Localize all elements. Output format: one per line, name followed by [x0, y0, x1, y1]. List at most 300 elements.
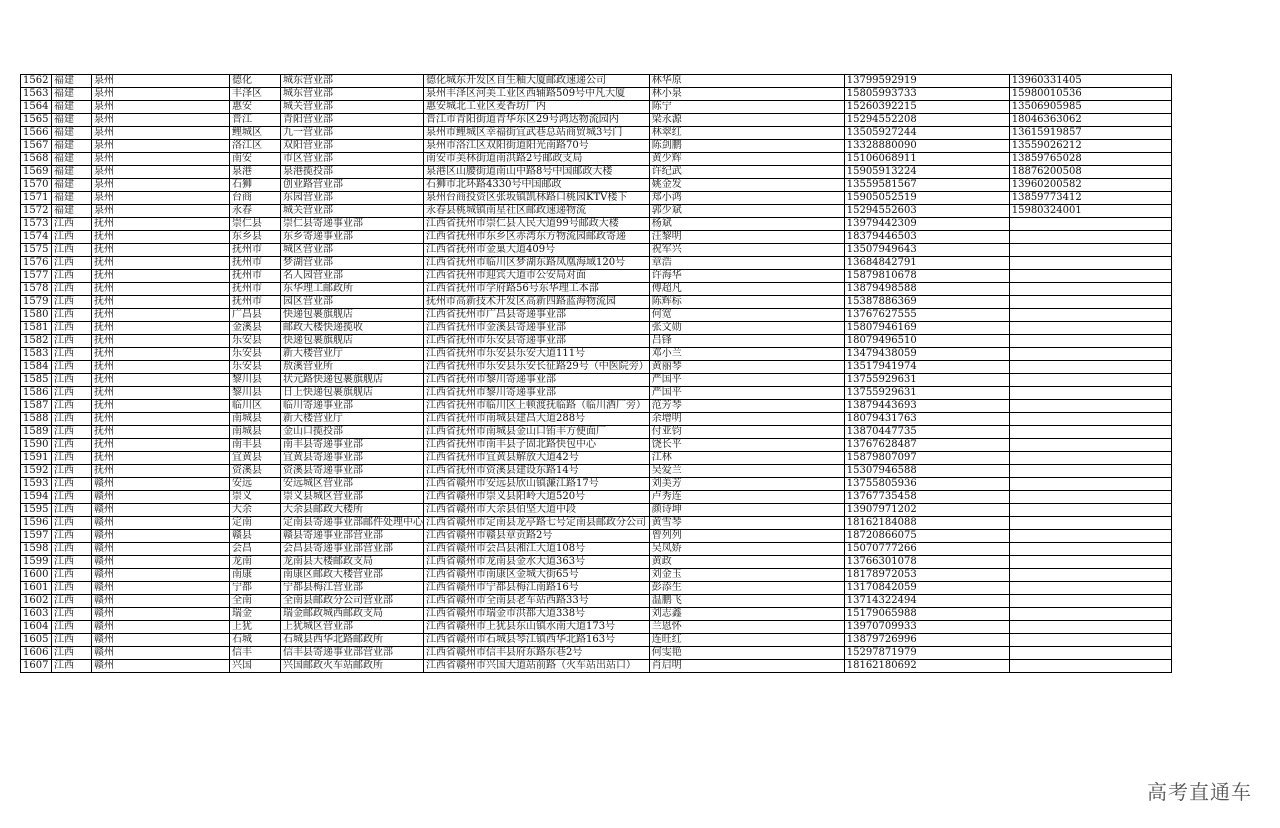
row-number-cell: 1587 — [21, 400, 52, 413]
address-cell: 江西省赣州市赣县章贡路2号 — [424, 530, 650, 543]
contact-person-cell: 黄丽琴 — [649, 361, 844, 374]
phone-cell: 13714322494 — [844, 595, 1009, 608]
province-cell: 江西 — [52, 608, 92, 621]
branch-name-cell: 城关营业部 — [281, 205, 424, 218]
city-cell: 泉州 — [92, 166, 230, 179]
address-cell: 江西省抚州市黎川寄递事业部 — [424, 374, 650, 387]
county-cell: 资溪县 — [230, 465, 281, 478]
table-row — [21, 647, 1172, 660]
contact-person-cell: 林翠红 — [649, 127, 844, 140]
branch-name-cell: 青阳营业部 — [281, 114, 424, 127]
table-row — [21, 75, 1172, 88]
contact-person-cell: 刘金玉 — [649, 569, 844, 582]
phone-cell: 13970709933 — [844, 621, 1009, 634]
table-row — [21, 530, 1172, 543]
county-cell: 台商 — [230, 192, 281, 205]
province-cell: 福建 — [52, 101, 92, 114]
table-row — [21, 491, 1172, 504]
county-cell: 南康 — [230, 569, 281, 582]
city-cell: 泉州 — [92, 127, 230, 140]
alt-phone-cell — [1009, 621, 1171, 634]
province-cell: 江西 — [52, 660, 92, 673]
phone-cell: 13559581567 — [844, 179, 1009, 192]
address-cell: 江西省赣州市瑞金市洪都大道338号 — [424, 608, 650, 621]
phone-cell: 15260392215 — [844, 101, 1009, 114]
phone-cell: 18079431763 — [844, 413, 1009, 426]
alt-phone-cell — [1009, 270, 1171, 283]
row-number-cell: 1574 — [21, 231, 52, 244]
table-row — [21, 153, 1172, 166]
phone-cell: 15805993733 — [844, 88, 1009, 101]
county-cell: 崇仁县 — [230, 218, 281, 231]
city-cell: 抚州 — [92, 257, 230, 270]
row-number-cell: 1586 — [21, 387, 52, 400]
province-cell: 江西 — [52, 530, 92, 543]
phone-cell: 13979442309 — [844, 218, 1009, 231]
province-cell: 江西 — [52, 283, 92, 296]
alt-phone-cell: 13960200582 — [1009, 179, 1171, 192]
branch-name-cell: 信丰县寄递事业部营业部 — [281, 647, 424, 660]
city-cell: 抚州 — [92, 374, 230, 387]
province-cell: 江西 — [52, 348, 92, 361]
table-row — [21, 205, 1172, 218]
row-number-cell: 1580 — [21, 309, 52, 322]
branch-name-cell: 资溪县寄递事业部 — [281, 465, 424, 478]
contact-person-cell: 陈剑鹏 — [649, 140, 844, 153]
alt-phone-cell — [1009, 504, 1171, 517]
table-row — [21, 322, 1172, 335]
province-cell: 江西 — [52, 634, 92, 647]
county-cell: 石狮 — [230, 179, 281, 192]
address-cell: 江西省抚州市南城县建昌大道288号 — [424, 413, 650, 426]
table-row — [21, 582, 1172, 595]
alt-phone-cell — [1009, 231, 1171, 244]
county-cell: 丰泽区 — [230, 88, 281, 101]
table-row — [21, 556, 1172, 569]
branch-name-cell: 南康区邮政大楼营业部 — [281, 569, 424, 582]
province-cell: 江西 — [52, 478, 92, 491]
contact-person-cell: 严国平 — [649, 374, 844, 387]
phone-cell: 13870447735 — [844, 426, 1009, 439]
city-cell: 抚州 — [92, 218, 230, 231]
table-row — [21, 634, 1172, 647]
county-cell: 惠安 — [230, 101, 281, 114]
county-cell: 龙南 — [230, 556, 281, 569]
province-cell: 福建 — [52, 192, 92, 205]
city-cell: 赣州 — [92, 621, 230, 634]
province-cell: 江西 — [52, 400, 92, 413]
row-number-cell: 1582 — [21, 335, 52, 348]
phone-cell: 13907971202 — [844, 504, 1009, 517]
branch-name-cell: 龙南县大楼邮政支局 — [281, 556, 424, 569]
row-number-cell: 1592 — [21, 465, 52, 478]
province-cell: 福建 — [52, 205, 92, 218]
phone-cell: 13767627555 — [844, 309, 1009, 322]
alt-phone-cell — [1009, 582, 1171, 595]
alt-phone-cell — [1009, 452, 1171, 465]
row-number-cell: 1601 — [21, 582, 52, 595]
table-row — [21, 88, 1172, 101]
contact-person-cell: 刘志鑫 — [649, 608, 844, 621]
address-cell: 江西省抚州市南城县金山口铕丰方便面厂 — [424, 426, 650, 439]
city-cell: 抚州 — [92, 283, 230, 296]
row-number-cell: 1567 — [21, 140, 52, 153]
city-cell: 泉州 — [92, 205, 230, 218]
table-row — [21, 166, 1172, 179]
contact-person-cell: 余增明 — [649, 413, 844, 426]
address-cell: 江西省抚州市资溪县建设东路14号 — [424, 465, 650, 478]
row-number-cell: 1605 — [21, 634, 52, 647]
county-cell: 兴国 — [230, 660, 281, 673]
province-cell: 江西 — [52, 361, 92, 374]
branch-name-cell: 崇仁县寄递事业部 — [281, 218, 424, 231]
alt-phone-cell — [1009, 517, 1171, 530]
alt-phone-cell: 15980324001 — [1009, 205, 1171, 218]
phone-cell: 15294552208 — [844, 114, 1009, 127]
branch-name-cell: 创业路营业部 — [281, 179, 424, 192]
table-row — [21, 517, 1172, 530]
city-cell: 泉州 — [92, 192, 230, 205]
alt-phone-cell: 13859765028 — [1009, 153, 1171, 166]
county-cell: 抚州市 — [230, 283, 281, 296]
city-cell: 赣州 — [92, 569, 230, 582]
city-cell: 泉州 — [92, 114, 230, 127]
address-cell: 晋江市青阳街道青华东区29号鸿达物流园内 — [424, 114, 650, 127]
city-cell: 抚州 — [92, 348, 230, 361]
province-cell: 江西 — [52, 322, 92, 335]
table-row — [21, 296, 1172, 309]
contact-person-cell: 许海华 — [649, 270, 844, 283]
province-cell: 福建 — [52, 127, 92, 140]
phone-cell: 13879443693 — [844, 400, 1009, 413]
table-row — [21, 140, 1172, 153]
city-cell: 赣州 — [92, 504, 230, 517]
row-number-cell: 1598 — [21, 543, 52, 556]
row-number-cell: 1590 — [21, 439, 52, 452]
county-cell: 黎川县 — [230, 374, 281, 387]
phone-cell: 15307946588 — [844, 465, 1009, 478]
address-cell: 抚州市高新技术开发区高新四路蓝海物流园 — [424, 296, 650, 309]
county-cell: 东乡县 — [230, 231, 281, 244]
city-cell: 赣州 — [92, 517, 230, 530]
contact-person-cell: 连旺红 — [649, 634, 844, 647]
province-cell: 江西 — [52, 504, 92, 517]
contact-person-cell: 付亚钧 — [649, 426, 844, 439]
contact-person-cell: 兰恩怀 — [649, 621, 844, 634]
table-row — [21, 595, 1172, 608]
address-cell: 江西省抚州市广昌县寄递事业部 — [424, 309, 650, 322]
address-cell: 江西省赣州市石城县琴江镇西华北路163号 — [424, 634, 650, 647]
province-cell: 江西 — [52, 296, 92, 309]
contact-person-cell: 饶长平 — [649, 439, 844, 452]
row-number-cell: 1604 — [21, 621, 52, 634]
city-cell: 抚州 — [92, 452, 230, 465]
county-cell: 宜黄县 — [230, 452, 281, 465]
alt-phone-cell — [1009, 322, 1171, 335]
row-number-cell: 1577 — [21, 270, 52, 283]
contact-person-cell: 许纪武 — [649, 166, 844, 179]
row-number-cell: 1585 — [21, 374, 52, 387]
row-number-cell: 1607 — [21, 660, 52, 673]
city-cell: 抚州 — [92, 335, 230, 348]
branch-name-cell: 城关营业部 — [281, 101, 424, 114]
phone-cell: 13767628487 — [844, 439, 1009, 452]
county-cell: 大余 — [230, 504, 281, 517]
alt-phone-cell — [1009, 218, 1171, 231]
phone-cell: 13755929631 — [844, 387, 1009, 400]
branch-name-cell: 上犹城区营业部 — [281, 621, 424, 634]
county-cell: 德化 — [230, 75, 281, 88]
row-number-cell: 1599 — [21, 556, 52, 569]
phone-cell: 15297871979 — [844, 647, 1009, 660]
province-cell: 江西 — [52, 582, 92, 595]
contact-person-cell: 姚金发 — [649, 179, 844, 192]
row-number-cell: 1595 — [21, 504, 52, 517]
phone-cell: 18162184088 — [844, 517, 1009, 530]
alt-phone-cell — [1009, 335, 1171, 348]
row-number-cell: 1571 — [21, 192, 52, 205]
county-cell: 乐安县 — [230, 335, 281, 348]
alt-phone-cell — [1009, 348, 1171, 361]
contact-person-cell: 林华原 — [649, 75, 844, 88]
province-cell: 江西 — [52, 244, 92, 257]
county-cell: 抚州市 — [230, 244, 281, 257]
contact-person-cell: 吕锋 — [649, 335, 844, 348]
city-cell: 赣州 — [92, 478, 230, 491]
table-row — [21, 218, 1172, 231]
address-cell: 泉州台商投资区张坂镇凯林路口桃园KTV楼下 — [424, 192, 650, 205]
county-cell: 乐安县 — [230, 361, 281, 374]
county-cell: 抚州市 — [230, 270, 281, 283]
phone-cell: 13517941974 — [844, 361, 1009, 374]
phone-cell: 13879498588 — [844, 283, 1009, 296]
row-number-cell: 1569 — [21, 166, 52, 179]
county-cell: 泉港 — [230, 166, 281, 179]
province-cell: 江西 — [52, 257, 92, 270]
table-row — [21, 192, 1172, 205]
table-row — [21, 179, 1172, 192]
county-cell: 临川区 — [230, 400, 281, 413]
branch-name-cell: 全南县邮政分公司营业部 — [281, 595, 424, 608]
address-cell: 江西省抚州市南丰县子固北路快包中心 — [424, 439, 650, 452]
row-number-cell: 1581 — [21, 322, 52, 335]
province-cell: 江西 — [52, 387, 92, 400]
contact-person-cell: 傅超凡 — [649, 283, 844, 296]
row-number-cell: 1579 — [21, 296, 52, 309]
province-cell: 福建 — [52, 88, 92, 101]
table-row — [21, 543, 1172, 556]
alt-phone-cell — [1009, 257, 1171, 270]
address-cell: 惠安城北工业区麦香坊厂内 — [424, 101, 650, 114]
phone-cell: 15879810678 — [844, 270, 1009, 283]
branch-name-cell: 双阳营业部 — [281, 140, 424, 153]
city-cell: 抚州 — [92, 426, 230, 439]
row-number-cell: 1564 — [21, 101, 52, 114]
phone-cell: 15879807097 — [844, 452, 1009, 465]
contact-person-cell: 陈辉标 — [649, 296, 844, 309]
alt-phone-cell — [1009, 387, 1171, 400]
branch-name-cell: 泉港揽投部 — [281, 166, 424, 179]
city-cell: 泉州 — [92, 153, 230, 166]
table-row — [21, 270, 1172, 283]
city-cell: 赣州 — [92, 491, 230, 504]
city-cell: 抚州 — [92, 296, 230, 309]
county-cell: 抚州市 — [230, 257, 281, 270]
alt-phone-cell — [1009, 244, 1171, 257]
alt-phone-cell — [1009, 608, 1171, 621]
alt-phone-cell: 13960331405 — [1009, 75, 1171, 88]
alt-phone-cell — [1009, 660, 1171, 673]
contact-person-cell: 黄政 — [649, 556, 844, 569]
phone-cell: 13505927244 — [844, 127, 1009, 140]
branch-name-cell: 金山口揽投部 — [281, 426, 424, 439]
row-number-cell: 1563 — [21, 88, 52, 101]
branch-name-cell: 东华理工邮政所 — [281, 283, 424, 296]
branch-name-cell: 兴国邮政火车站邮政所 — [281, 660, 424, 673]
address-cell: 石狮市北环路4330号中国邮政 — [424, 179, 650, 192]
county-cell: 南城县 — [230, 413, 281, 426]
contact-person-cell: 黄雪琴 — [649, 517, 844, 530]
table-row — [21, 465, 1172, 478]
phone-cell: 13755805936 — [844, 478, 1009, 491]
phone-cell: 15807946169 — [844, 322, 1009, 335]
row-number-cell: 1593 — [21, 478, 52, 491]
alt-phone-cell: 13859773412 — [1009, 192, 1171, 205]
contact-person-cell: 江林 — [649, 452, 844, 465]
branch-name-cell: 南丰县寄递事业部 — [281, 439, 424, 452]
phone-cell: 15294552603 — [844, 205, 1009, 218]
county-cell: 洛江区 — [230, 140, 281, 153]
table-row — [21, 569, 1172, 582]
city-cell: 泉州 — [92, 101, 230, 114]
province-cell: 江西 — [52, 452, 92, 465]
county-cell: 南城县 — [230, 426, 281, 439]
province-cell: 江西 — [52, 543, 92, 556]
table-row — [21, 608, 1172, 621]
branch-name-cell: 赣县寄递事业部营业部 — [281, 530, 424, 543]
row-number-cell: 1575 — [21, 244, 52, 257]
city-cell: 赣州 — [92, 530, 230, 543]
contact-person-cell: 何雯艳 — [649, 647, 844, 660]
province-cell: 江西 — [52, 647, 92, 660]
address-cell: 江西省赣州市全南县老车站西路33号 — [424, 595, 650, 608]
phone-cell: 18079496510 — [844, 335, 1009, 348]
city-cell: 泉州 — [92, 140, 230, 153]
county-cell: 石城 — [230, 634, 281, 647]
contact-person-cell: 章浩 — [649, 257, 844, 270]
province-cell: 江西 — [52, 309, 92, 322]
city-cell: 抚州 — [92, 439, 230, 452]
table-row — [21, 348, 1172, 361]
address-cell: 江西省抚州市临川区梦湖东路凤凰海域120号 — [424, 257, 650, 270]
contact-person-cell: 吴凤娇 — [649, 543, 844, 556]
alt-phone-cell — [1009, 556, 1171, 569]
city-cell: 抚州 — [92, 400, 230, 413]
province-cell: 江西 — [52, 595, 92, 608]
address-cell: 江西省抚州市临川区上顿渡抚临路（临川酒厂旁） — [424, 400, 650, 413]
table-row — [21, 283, 1172, 296]
row-number-cell: 1566 — [21, 127, 52, 140]
branch-name-cell: 名人园营业部 — [281, 270, 424, 283]
address-cell: 江西省赣州市崇义县阳岭大道520号 — [424, 491, 650, 504]
address-cell: 江西省赣州市安远县欣山镇濂江路17号 — [424, 478, 650, 491]
address-cell: 江西省抚州市崇仁县人民大道99号邮政大楼 — [424, 218, 650, 231]
branch-name-cell: 邮政大楼快递揽收 — [281, 322, 424, 335]
row-number-cell: 1584 — [21, 361, 52, 374]
phone-cell: 13170842059 — [844, 582, 1009, 595]
address-cell: 泉港区山腰街道南山中路8号中国邮政大楼 — [424, 166, 650, 179]
phone-cell: 18178972053 — [844, 569, 1009, 582]
province-cell: 江西 — [52, 335, 92, 348]
branch-name-cell: 九一营业部 — [281, 127, 424, 140]
branch-name-cell: 快递包裹旗舰店 — [281, 335, 424, 348]
address-cell: 江西省赣州市宁都县梅江南路16号 — [424, 582, 650, 595]
address-cell: 江西省抚州市乐安县乐安大道111号 — [424, 348, 650, 361]
branch-name-cell: 宜黄县寄递事业部 — [281, 452, 424, 465]
phone-cell: 13684842791 — [844, 257, 1009, 270]
table-row — [21, 504, 1172, 517]
row-number-cell: 1565 — [21, 114, 52, 127]
alt-phone-cell: 18046363062 — [1009, 114, 1171, 127]
contact-person-cell: 吴爱兰 — [649, 465, 844, 478]
table-row — [21, 101, 1172, 114]
phone-cell: 13328880090 — [844, 140, 1009, 153]
branch-name-cell: 新大楼营业厅 — [281, 413, 424, 426]
row-number-cell: 1591 — [21, 452, 52, 465]
branch-name-cell: 城东营业部 — [281, 75, 424, 88]
alt-phone-cell — [1009, 491, 1171, 504]
address-cell: 江西省赣州市上犹县东山镇水南大道173号 — [424, 621, 650, 634]
alt-phone-cell — [1009, 569, 1171, 582]
table-row — [21, 413, 1172, 426]
city-cell: 抚州 — [92, 361, 230, 374]
address-cell: 江西省抚州市宜黄县解放大道42号 — [424, 452, 650, 465]
province-cell: 福建 — [52, 75, 92, 88]
address-cell: 南安市美林街道南洪路2号邮政支局 — [424, 153, 650, 166]
province-cell: 江西 — [52, 569, 92, 582]
table-row — [21, 452, 1172, 465]
address-cell: 泉州市鲤城区幸福街宜武巷总站商贸城3号门 — [424, 127, 650, 140]
alt-phone-cell — [1009, 478, 1171, 491]
province-cell: 福建 — [52, 153, 92, 166]
address-cell: 江西省抚州市迎宾大道市公安局对面 — [424, 270, 650, 283]
county-cell: 全南 — [230, 595, 281, 608]
contact-person-cell: 颜诗坤 — [649, 504, 844, 517]
province-cell: 江西 — [52, 491, 92, 504]
city-cell: 抚州 — [92, 322, 230, 335]
county-cell: 信丰 — [230, 647, 281, 660]
contact-person-cell: 梁永源 — [649, 114, 844, 127]
table-row — [21, 231, 1172, 244]
alt-phone-cell: 13506905985 — [1009, 101, 1171, 114]
phone-cell: 15905052519 — [844, 192, 1009, 205]
address-cell: 江西省赣州市兴国大道站前路（火车站出站口） — [424, 660, 650, 673]
row-number-cell: 1570 — [21, 179, 52, 192]
province-cell: 江西 — [52, 374, 92, 387]
province-cell: 福建 — [52, 114, 92, 127]
contact-person-cell: 刘美芳 — [649, 478, 844, 491]
province-cell: 江西 — [52, 517, 92, 530]
alt-phone-cell — [1009, 543, 1171, 556]
address-cell: 江西省赣州市南康区金城大街65号 — [424, 569, 650, 582]
alt-phone-cell — [1009, 400, 1171, 413]
address-cell: 江西省赣州市大余县伯坚大道中段 — [424, 504, 650, 517]
table-body — [21, 75, 1172, 673]
city-cell: 泉州 — [92, 179, 230, 192]
address-cell: 德化城东开发区自生釉大厦邮政速递公司 — [424, 75, 650, 88]
county-cell: 安远 — [230, 478, 281, 491]
city-cell: 赣州 — [92, 543, 230, 556]
